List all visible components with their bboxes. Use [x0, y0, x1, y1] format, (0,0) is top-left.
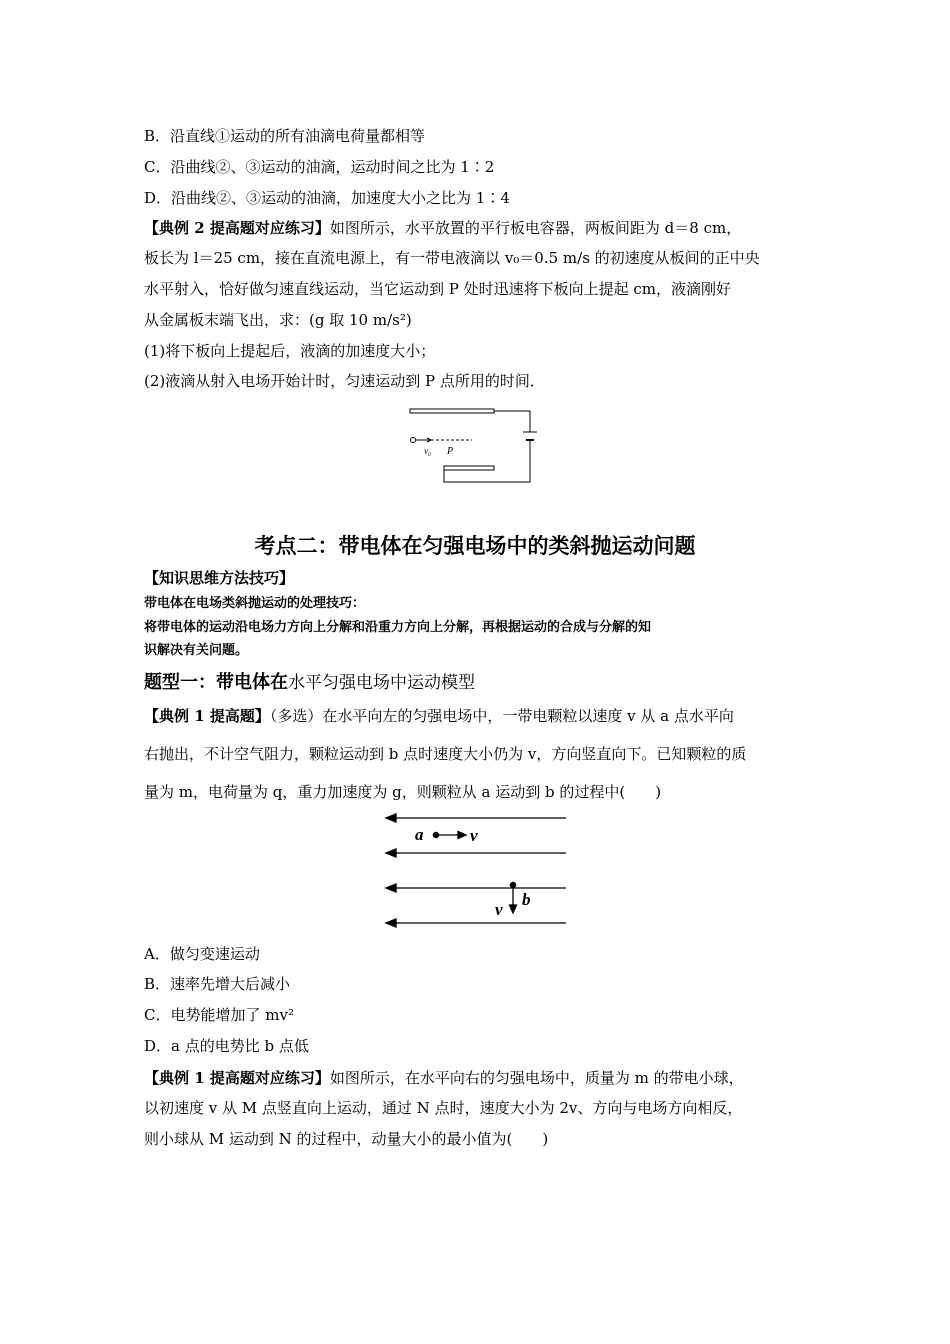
- option-a: A．做匀变速运动: [144, 945, 260, 963]
- tips-line1: 带电体在电场类斜抛运动的处理技巧：: [144, 596, 366, 611]
- example1b-line1: [144, 1068, 744, 1088]
- label-v0: v₀: [424, 446, 432, 456]
- field-arrow-3: [386, 884, 396, 892]
- label-v-top: v: [470, 826, 478, 845]
- example1-line2: 右抛出，不计空气阻力，颗粒运动到 b 点时速度大小仍为 v，方向竖直向下。已知颗粒的质: [144, 745, 747, 763]
- label-p: P: [447, 446, 454, 457]
- tips-line2: 将带电体的运动沿电场力方向上分解和沿重力方向上分解，再根据运动的合成与分解的知: [144, 620, 652, 635]
- label-a: a: [415, 825, 424, 844]
- option-c: C．电势能增加了 mv²: [144, 1006, 294, 1024]
- field-figure: [380, 808, 572, 932]
- example1b-text1: 如图所示，在水平向右的匀强电场中，质量为 m 的带电小球，: [329, 1069, 744, 1087]
- label-b: b: [522, 890, 531, 909]
- option-d-top: D．沿曲线②、③运动的油滴，加速度大小之比为 1∶4: [144, 189, 510, 207]
- tips-tag: 【知识思维方法技巧】: [144, 569, 295, 587]
- section-title: 考点二：带电体在匀强电场中的类斜抛运动问题: [254, 534, 696, 558]
- field-arrow-1: [386, 814, 396, 822]
- example2-question2: (2)液滴从射入电场开始计时，匀速运动到 P 点所用的时间．: [144, 372, 545, 390]
- example2-line4: 从金属板末端飞出，求：(g 取 10 m/s²): [144, 311, 412, 329]
- example1b-line2: 以初速度 v 从 M 点竖直向上运动，通过 N 点时，速度大小为 2v、方向与电场方向相反，: [144, 1099, 743, 1117]
- option-c-top: C．沿曲线②、③运动的油滴，运动时间之比为 1∶2: [144, 158, 495, 176]
- droplet: [411, 438, 416, 443]
- example2-line2: 板长为 l＝25 cm，接在直流电源上，有一带电液滴以 v₀＝0.5 m/s 的初速度从板间的正中央: [144, 249, 760, 267]
- lower-plate: [444, 466, 494, 470]
- option-b-top: B．沿直线①运动的所有油滴电荷量都相等: [144, 127, 426, 145]
- field-arrow-4: [386, 919, 396, 927]
- example1b-tag: 【典例 1 提高题对应练习】: [144, 1069, 330, 1087]
- upper-plate: [410, 409, 494, 413]
- example1-line3: 量为 m，电荷量为 q，重力加速度为 g，则颗粒从 a 运动到 b 的过程中( ): [144, 783, 662, 801]
- label-v-bottom: v: [495, 900, 503, 919]
- example2-text1: 如图所示，水平放置的平行板电容器，两板间距为 d＝8 cm，: [329, 219, 742, 237]
- example1-line1: [144, 706, 734, 726]
- type1-heading-a: 题型一：带电体在: [144, 672, 288, 693]
- example2-question1: (1)将下板向上提起后，液滴的加速度大小；: [144, 342, 436, 360]
- capacitor-figure: [400, 398, 540, 488]
- option-d: D．a 点的电势比 b 点低: [144, 1037, 309, 1055]
- example1-text1: （多选）在水平向左的匀强电场中，一带电颗粒以速度 v 从 a 点水平向: [269, 707, 734, 725]
- wire-bottom: [444, 440, 530, 482]
- example2-tag: 【典例 2 提高题对应练习】: [144, 219, 330, 237]
- example1-tag: 【典例 1 提高题】: [144, 707, 270, 725]
- example2-line3: 水平射入，恰好做匀速直线运动，当它运动到 P 处时迅速将下板向上提起 cm，液滴刚好: [144, 280, 732, 298]
- option-b: B．速率先增大后减小: [144, 975, 291, 993]
- example2-line1: [144, 218, 741, 238]
- example1b-line3: 则小球从 M 运动到 N 的过程中，动量大小的最小值为( ): [144, 1130, 549, 1148]
- wire-top: [494, 411, 530, 432]
- velocity-b-head: [510, 905, 517, 913]
- type1-heading-b: 水平匀强电场中运动模型: [288, 673, 475, 693]
- tips-line3: 识解决有关问题。: [144, 643, 249, 658]
- type1-heading: [144, 668, 475, 694]
- field-arrow-2: [386, 849, 396, 857]
- velocity-a-head: [458, 832, 466, 839]
